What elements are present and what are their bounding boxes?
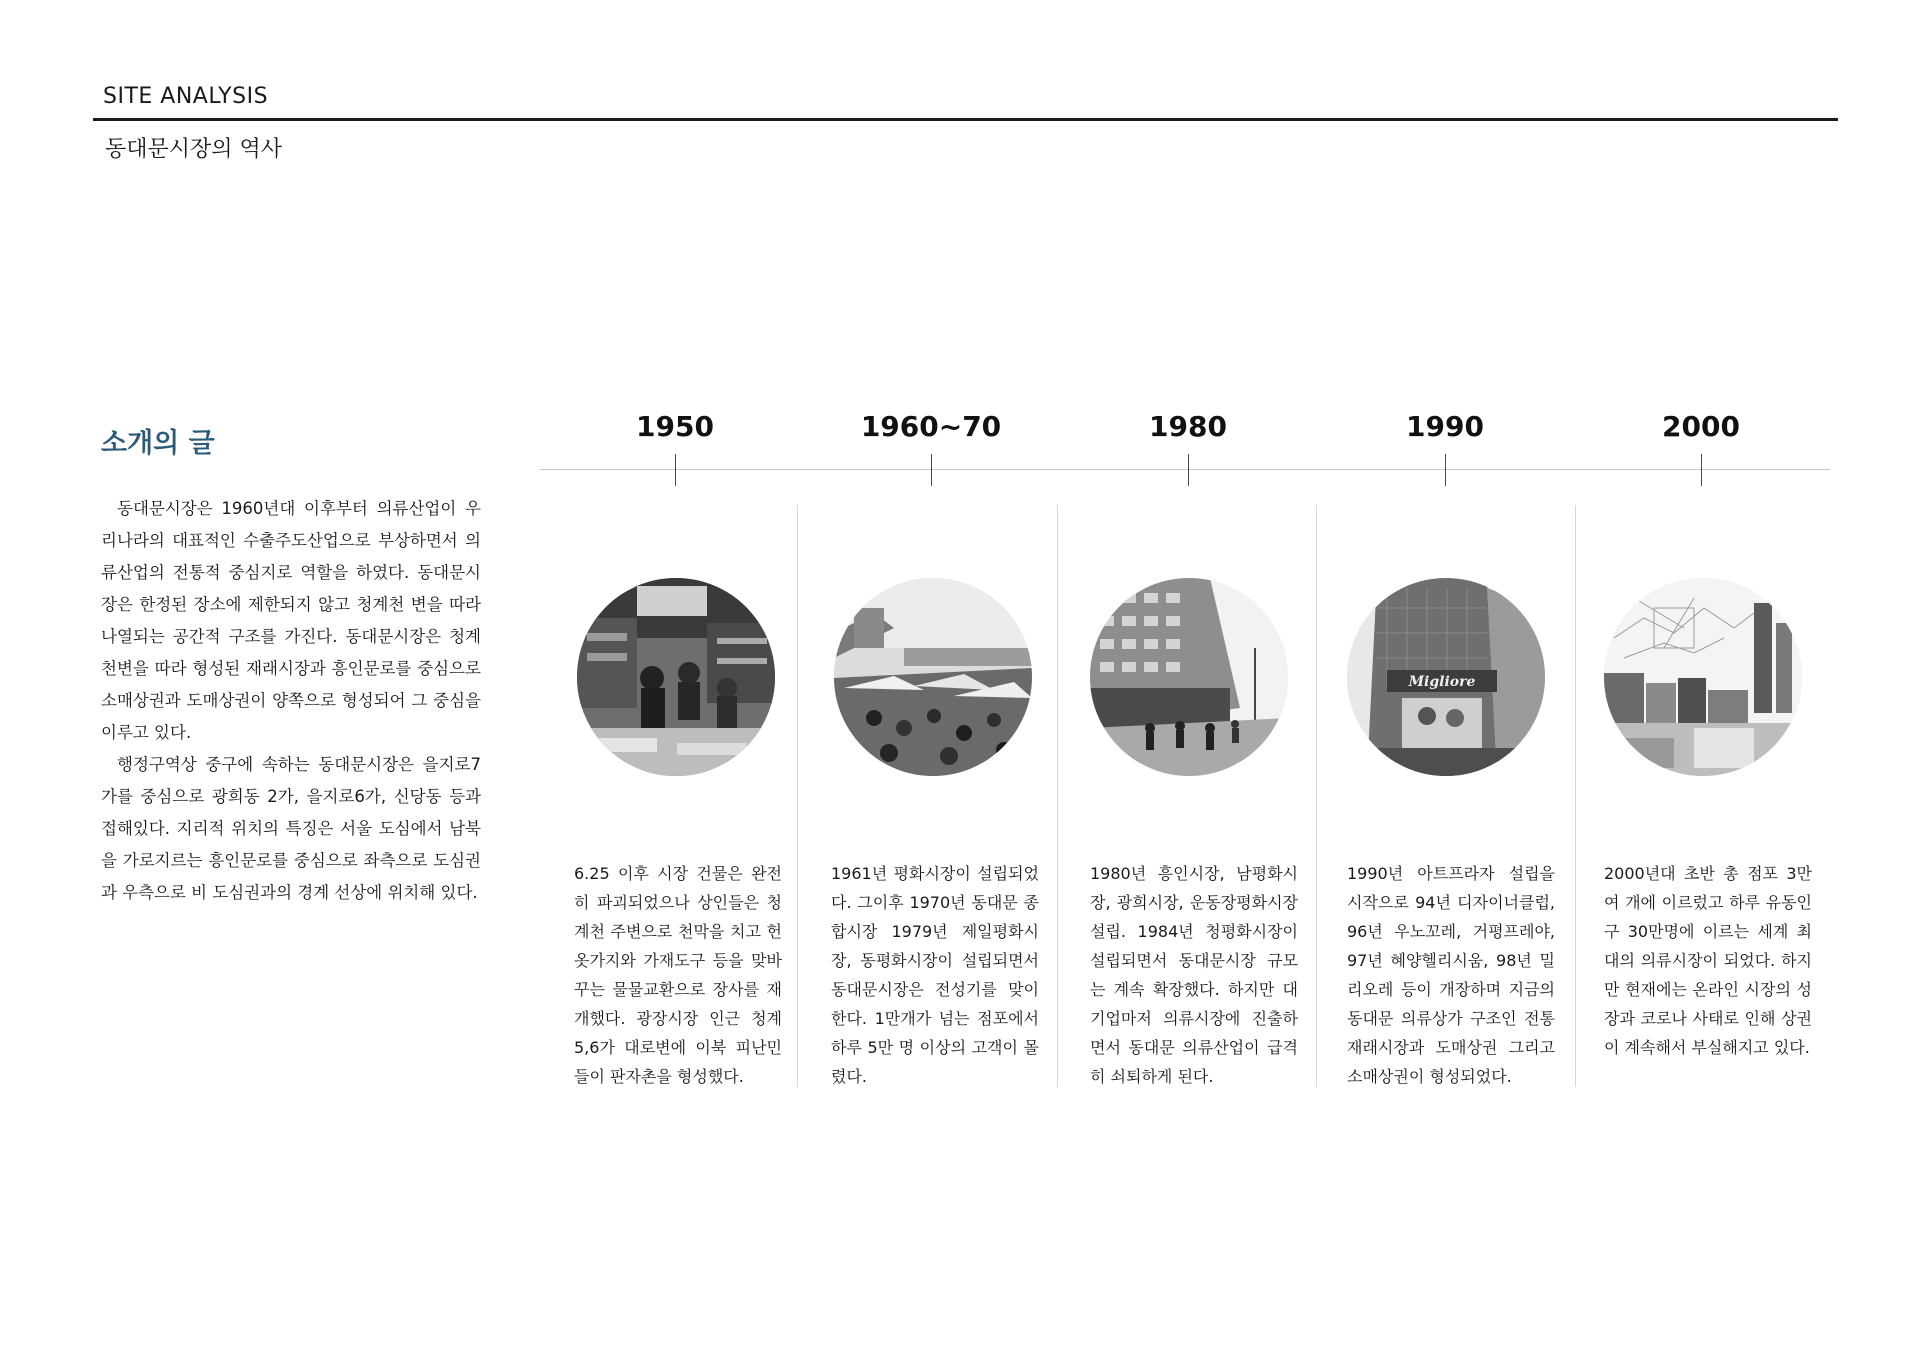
timeline-year-2000: 2000: [1662, 410, 1740, 443]
timeline-entry-1990: 1990년 아트프라자 설립을 시작으로 94년 디자이너클럽, 96년 우노꼬레, 거평프레야, 97년 혜양헬리시움, 98년 밀리오레 등이 개장하며 지금의 동대문 의류상가 구조인 전통재래시장과 도매상권 그리고 소매상권이 형성되었다.: [1347, 864, 1555, 1086]
timeline-tick: [675, 454, 676, 486]
column-divider: [797, 505, 798, 1087]
timeline-tick: [1445, 454, 1446, 486]
market-interior-photo: [577, 578, 775, 776]
timeline-entry-1960-70: 1961년 평화시장이 설립되었다. 그이후 1970년 동대문 종합시장 1979년 제일평화시장, 동평화시장이 설립되면서 동대문시장은 전성기를 맞이한다. 1만개가 넘는 점포에서 하루 5만 명 이상의 고객이 몰렸다.: [831, 864, 1039, 1086]
timeline-entry-1980: 1980년 흥인시장, 남평화시장, 광희시장, 운동장평화시장 설립. 1984년 청평화시장이 설립되면서 동대문시장 규모는 계속 확장했다. 하지만 대기업마저 의류시장에 진출하면서 동대문 의류산업이 급격히 쇠퇴하게 된다.: [1090, 864, 1298, 1086]
timeline-year-1950: 1950: [636, 410, 714, 443]
riverside-market-crowd-photo: [834, 578, 1032, 776]
timeline-tick: [1701, 454, 1702, 486]
column-divider: [1057, 505, 1058, 1087]
timeline-entry-2000: 2000년대 초반 총 점포 3만여 개에 이르렀고 하루 유동인구 30만명에 이르는 세계 최대의 의류시장이 되었다. 하지만 현재에는 온라인 시장의 성장과 코로나 사태로 인해 상권이 계속해서 부실해지고 있다.: [1604, 864, 1812, 1057]
section-label: SITE ANALYSIS: [103, 84, 269, 109]
page-title: 동대문시장의 역사: [105, 137, 283, 162]
street-buildings-photo: [1090, 578, 1288, 776]
header-divider: [93, 118, 1838, 121]
column-divider: [1316, 505, 1317, 1087]
intro-body: [101, 493, 481, 909]
timeline-year-1960-70: 1960~70: [860, 410, 1002, 443]
timeline-entry-1950: 6.25 이후 시장 건물은 완전히 파괴되었으나 상인들은 청계천 주변으로 천막을 치고 헌 옷가지와 가재도구 등을 맞바꾸는 물물교환으로 장사를 재개했다. 광장시장 인근 청계 5,6가 대로변에 이북 피난민들이 판자촌을 형성했다.: [574, 864, 782, 1086]
intro-paragraph: 동대문시장은 1960년대 이후부터 의류산업이 우리나라의 대표적인 수출주도산업으로 부상하면서 의류산업의 전통적 중심지로 역할을 하였다. 동대문시장은 한정된 장소에 제한되지 않고 청계천 변을 따라 나열되는 공간적 구조를 가진다. 동대문시장은 청계천변을 따라 형성된 재래시장과 흥인문로를 중심으로 소매상권과 도매상권이 양쪽으로 형성되어 그 중심을 이루고 있다.: [101, 499, 481, 742]
migliore-sign: Migliore: [1408, 674, 1476, 690]
timeline-tick: [1188, 454, 1189, 486]
intro-heading: 소개의 글: [101, 428, 215, 459]
timeline-axis: [540, 469, 1830, 470]
intro-paragraph: 행정구역상 중구에 속하는 동대문시장은 을지로7가를 중심으로 광희동 2가, 을지로6가, 신당동 등과 접해있다. 지리적 위치의 특징은 서울 도심에서 남북을 가로지르는 흥인문로를 중심으로 좌측으로 도심권과 우측으로 비 도심권과의 경계 선상에 위치해 있다.: [101, 755, 481, 902]
timeline-tick: [931, 454, 932, 486]
column-divider: [1575, 505, 1576, 1087]
modern-skyline-sketch-photo: [1604, 578, 1802, 776]
timeline-year-1990: 1990: [1406, 410, 1484, 443]
timeline-year-1980: 1980: [1149, 410, 1227, 443]
shopping-tower-photo: [1347, 578, 1545, 776]
